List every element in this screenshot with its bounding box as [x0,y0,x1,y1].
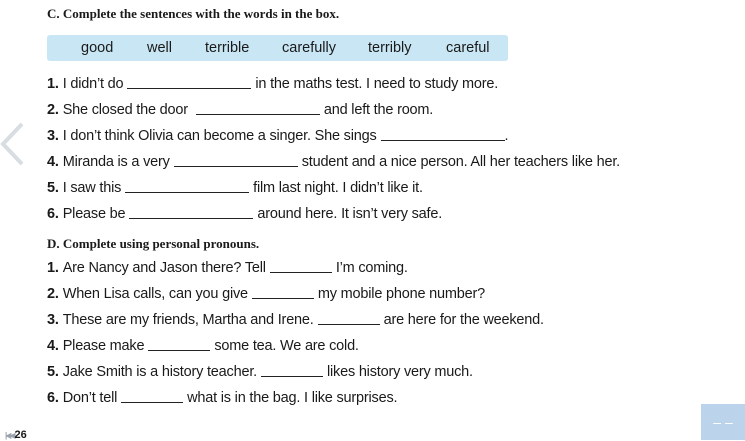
previous-page-chevron[interactable] [0,120,28,175]
answer-blank[interactable] [196,113,320,115]
answer-blank[interactable] [252,297,314,299]
exercise-c-item-1: 1. I didn’t do in the maths test. I need to study more. [47,76,499,92]
exercise-d-item-3: 3. These are my friends, Martha and Irene. are here for the weekend. [47,312,544,328]
answer-blank[interactable] [261,375,323,377]
answer-blank[interactable] [125,191,249,193]
word-box [47,35,508,61]
section-d-heading: D. Complete using personal pronouns. [47,236,260,251]
word-careful: careful [446,40,490,56]
exercise-d-item-2: 2. When Lisa calls, can you give my mobile phone number? [47,286,485,302]
exercise-d-item-4: 4. Please make some tea. We are cold. [47,338,359,354]
exercise-c-item-2: 2. She closed the door and left the room. [47,102,434,118]
answer-blank[interactable] [129,217,253,219]
answer-blank[interactable] [127,87,251,89]
section-c-heading: C. Complete the sentences with the words in the box. [47,6,340,21]
answer-blank[interactable] [381,139,505,141]
skip-to-start-icon[interactable]: |◀◀ [5,430,14,440]
answer-blank[interactable] [318,323,380,325]
word-good: good [81,40,114,56]
word-carefully: carefully [282,40,336,56]
word-terrible: terrible [205,40,250,56]
exercise-d-item-5: 5. Jake Smith is a history teacher. likes history very much. [47,364,473,380]
answer-blank[interactable] [121,401,183,403]
chevron-left-icon [0,120,28,170]
word-well: well [147,40,172,56]
answer-blank[interactable] [174,165,298,167]
exercise-c-item-4: 4. Miranda is a very student and a nice person. All her teachers like her. [47,154,620,170]
exercise-d-item-6: 6. Don’t tell what is in the bag. I like surprises. [47,390,398,406]
exercise-d-item-1: 1. Are Nancy and Jason there? Tell I’m coming. [47,260,408,276]
corner-menu-button[interactable] [701,404,745,440]
page-number: |◀◀ 26 [5,429,27,441]
word-terribly: terribly [368,40,412,56]
exercise-c-item-6: 6. Please be around here. It isn’t very safe. [47,206,443,222]
answer-blank[interactable] [270,271,332,273]
answer-blank[interactable] [148,349,210,351]
dash-icon: – – [713,414,733,430]
exercise-c-item-5: 5. I saw this film last night. I didn’t like it. [47,180,423,196]
exercise-c-item-3: 3. I don’t think Olivia can become a singer. She sings . [47,128,509,144]
